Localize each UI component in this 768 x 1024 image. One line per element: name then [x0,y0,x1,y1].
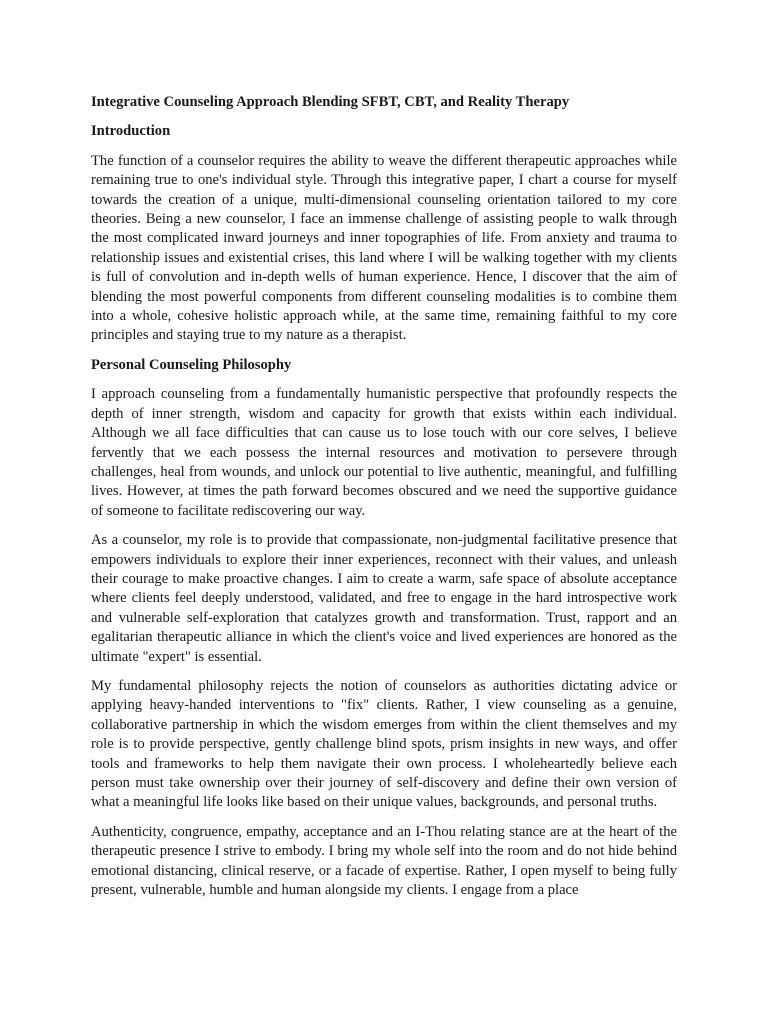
document-page [91,93,677,910]
paragraph-philosophy-3: My fundamental philosophy rejects the notion of counselors as authorities dictating advice or applying heavy-handed interventions to "fix" clients. Rather, I view counseling as a genuine, collaborative partnership in which the wisdom emerges from within the client themselves and my role is to provide perspective, gently challenge blind spots, prism insights in new ways, and offer tools and frameworks to help them navigate their own process. I wholeheartedly believe each person must take ownership over their journey of self-discovery and define their own version of what a meaningful life looks like based on their unique values, backgrounds, and personal truths. [91,677,677,811]
section-heading-introduction: Introduction [91,123,171,140]
paragraph-introduction: The function of a counselor requires the ability to weave the different therapeutic approaches while remaining true to one's individual style. Through this integrative paper, I chart a course for myself towards the creation of a unique, multi-dimensional counseling orientation tailored to my core theories. Being a new counselor, I face an immense challenge of assisting people to walk through the most complicated inward journeys and inner topographies of life. From anxiety and trauma to relationship issues and existential crises, this land where I will be walking together with my clients is full of convolution and in-depth wells of human experience. Hence, I discover that the aim of blending the most powerful components from different counseling modalities is to combine them into a whole, cohesive holistic approach while, at the same time, remaining faithful to my core principles and staying true to my nature as a therapist. [91,152,677,344]
section-heading-philosophy: Personal Counseling Philosophy [91,356,292,373]
paragraph-philosophy-1: I approach counseling from a fundamentally humanistic perspective that profoundly respects the depth of inner strength, wisdom and capacity for growth that exists within each individual. Although we all face difficulties that can cause us to lose touch with our core selves, I believe fervently that we each possess the internal resources and motivation to persevere through challenges, heal from wounds, and unlock our potential to live authentic, meaningful, and fulfilling lives. However, at times the path forward becomes obscured and we need the supportive guidance of someone to facilitate rediscovering our way. [91,386,677,519]
document-title: Integrative Counseling Approach Blending SFBT, CBT, and Reality Therapy [91,94,570,110]
paragraph-philosophy-4: Authenticity, congruence, empathy, acceptance and an I-Thou relating stance are at the heart of the therapeutic presence I strive to embody. I bring my whole self into the room and do not hide behind emotional distancing, clinical reserve, or a facade of expertise. Rather, I open myself to being fully present, vulnerable, humble and human alongside my clients. I engage from a place [91,823,677,899]
paragraph-philosophy-2: As a counselor, my role is to provide that compassionate, non-judgmental facilitative presence that empowers individuals to explore their inner experiences, reconnect with their values, and unleash their courage to make proactive changes. I aim to create a warm, safe space of absolute acceptance where clients feel deeply understood, validated, and free to engage in the hard introspective work and vulnerable self-exploration that catalyzes growth and transformation. Trust, rapport and an egalitarian therapeutic alliance in which the client's voice and lived experiences are honored as the ultimate "expert" is essential. [91,532,677,665]
